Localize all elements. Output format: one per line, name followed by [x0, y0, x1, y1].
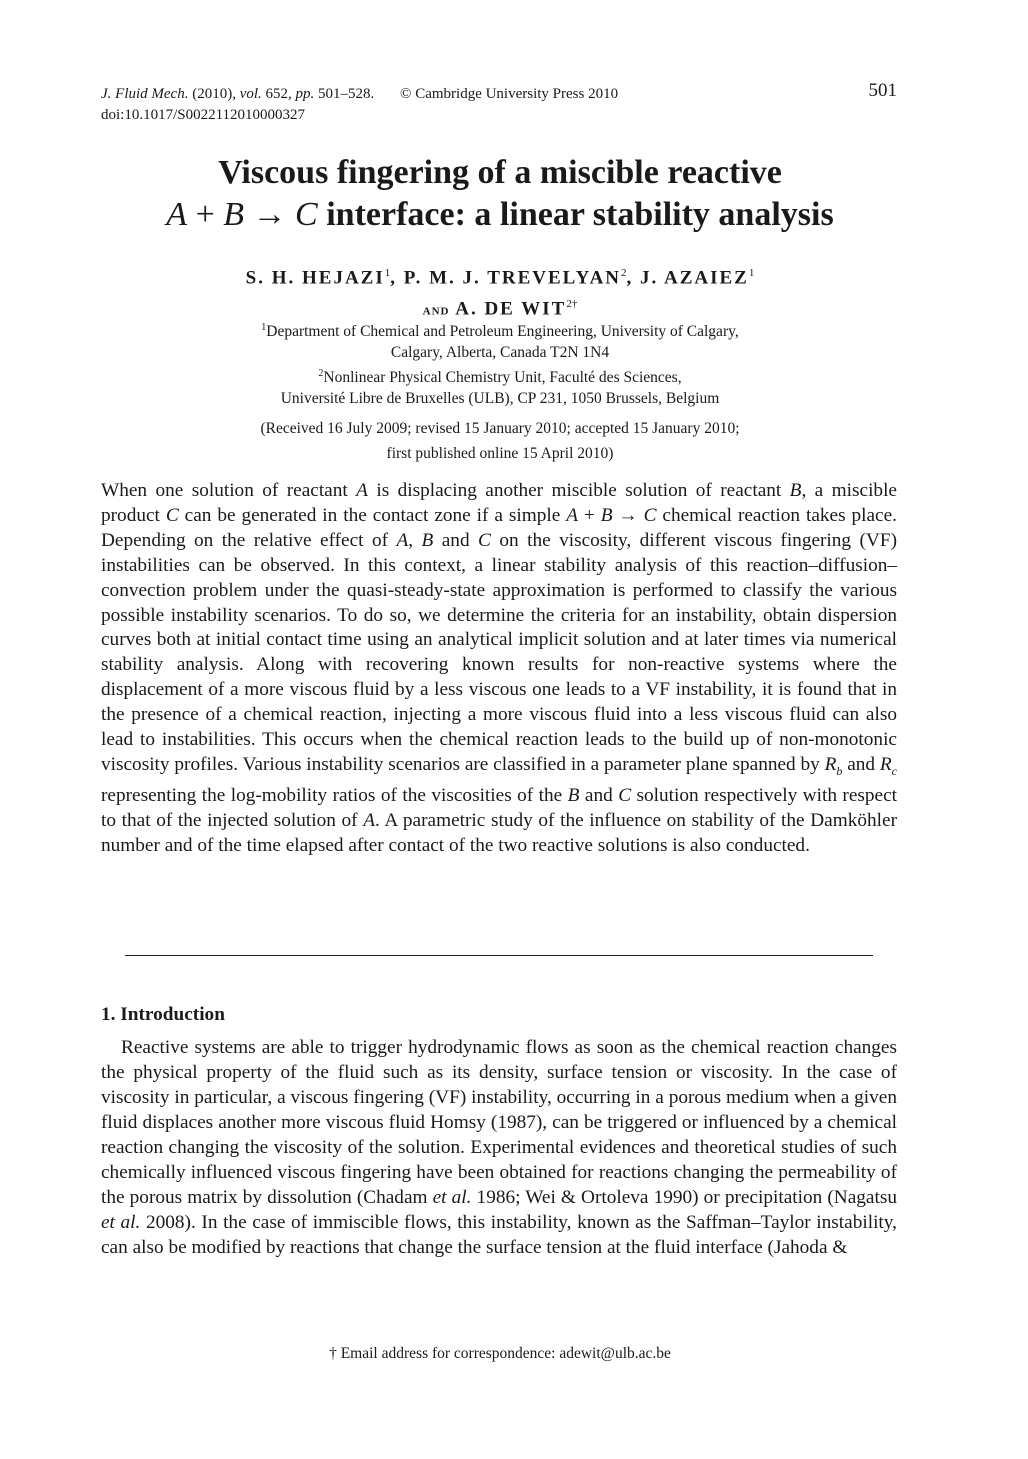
- abstract-subscript: c: [891, 763, 897, 778]
- author-1-affil: 1: [384, 267, 391, 279]
- abstract-subscript: b: [836, 763, 843, 778]
- author-separator: ,: [626, 267, 641, 289]
- abstract-text: can be generated in the contact zone if a simple: [178, 504, 567, 526]
- abstract-symbol: A: [363, 809, 376, 831]
- title-symbol-b: B: [223, 196, 245, 233]
- section-heading: 1. Introduction: [101, 1004, 225, 1025]
- abstract-text: When one solution of reactant: [101, 480, 357, 501]
- author-4-affil: 2†: [566, 298, 578, 311]
- author-and: and: [422, 301, 450, 319]
- abstract-symbol: C: [643, 504, 657, 526]
- journal-name: J. Fluid Mech.: [101, 86, 189, 102]
- abstract-symbol: A: [566, 504, 578, 526]
- copyright-icon: ©: [400, 86, 412, 102]
- abstract-text: solution respectively with respect to that of the injected solution of: [101, 784, 897, 831]
- abstract-symbol: R: [879, 753, 892, 775]
- copyright-text: Cambridge University Press 2010: [415, 86, 619, 102]
- affiliation-1-line-2: Calgary, Alberta, Canada T2N 1N4: [390, 344, 610, 362]
- affiliation-2-mark: 2: [318, 368, 324, 380]
- abstract-symbol: C: [165, 504, 179, 526]
- received-line-1: (Received 16 July 2009; revised 15 January 2010; accepted 15 January 2010;: [260, 420, 740, 437]
- affiliation-2-line-1: Nonlinear Physical Chemistry Unit, Faculté des Sciences,: [323, 369, 682, 387]
- author-2: P. M. J. TREVELYAN: [403, 267, 622, 289]
- copyright-notice: [400, 86, 618, 102]
- abstract-symbol: B: [600, 504, 613, 526]
- page-number: 501: [868, 80, 897, 101]
- authors-line-1: [0, 260, 1000, 291]
- author-separator: ,: [390, 267, 404, 289]
- pages-label: pp.: [295, 86, 315, 102]
- paper-title: [0, 152, 1000, 236]
- abstract-text: and: [579, 784, 619, 806]
- abstract-text: and: [842, 753, 880, 775]
- intro-citation-etal: et al.: [101, 1212, 141, 1233]
- title-line-2-text: interface: a linear stability analysis: [326, 196, 834, 233]
- abstract-text: representing the log-mobility ratios of the viscosities of the: [101, 784, 568, 806]
- correspondence-footnote: † Email address for correspondence: adewit@ulb.ac.be: [329, 1345, 671, 1362]
- page-range: 501–528.: [318, 86, 375, 102]
- journal-year: (2010),: [192, 86, 236, 102]
- title-plus: +: [195, 196, 215, 233]
- intro-citation-etal: et al.: [432, 1187, 472, 1208]
- abstract: [101, 479, 897, 858]
- author-3: J. AZAIEZ: [640, 267, 749, 289]
- volume-number: 652,: [265, 86, 292, 102]
- introduction-paragraph: [101, 1035, 897, 1260]
- abstract-text: , a miscible product: [101, 480, 897, 526]
- author-2-affil: 2: [621, 267, 627, 279]
- author-list: [0, 260, 1000, 324]
- intro-text: 1986; Wei & Ortoleva 1990) or precipitation (Nagatsu: [471, 1187, 897, 1208]
- abstract-symbol: C: [478, 529, 491, 551]
- author-1: S. H. HEJAZI: [245, 267, 385, 289]
- volume-label: vol.: [239, 86, 262, 102]
- abstract-text: ,: [408, 529, 422, 551]
- doi: doi:10.1017/S0022112010000327: [101, 107, 306, 123]
- citation-line: [101, 84, 618, 105]
- abstract-operator: +: [577, 504, 601, 526]
- abstract-text: is displacing another miscible solution of reactant: [367, 480, 790, 501]
- title-line-2: [0, 194, 1000, 236]
- abstract-text: . A parametric study of the influence on stability of the Damköhler number and of the time elapsed after contact of the two reactive solutions is also conducted.: [101, 809, 897, 856]
- abstract-symbol: B: [789, 480, 802, 501]
- abstract-symbol: R: [824, 753, 837, 775]
- affiliation-1-mark: 1: [261, 322, 267, 333]
- abstract-symbol: C: [618, 784, 632, 806]
- affiliation-2-line-2: Université Libre de Bruxelles (ULB), CP 231, 1050 Brussels, Belgium: [280, 390, 720, 408]
- affiliation-1: [0, 317, 1000, 342]
- intro-text: Reactive systems are able to trigger hydrodynamic flows as soon as the chemical reaction changes the physical property of the fluid such as its density, surface tension or viscosity. In the case of viscosity in particular, a viscous fingering (VF) instability, occurring in a porous medium when a given fluid displaces another more viscous fluid Homsy (1987), can be triggered or influenced by a chemical reaction changing the viscosity of the solution. Experimental evidences and theoretical studies of such chemically influenced viscous fingering have been obtained for reactions changing the permeability of the porous matrix by dissolution (Chadam: [101, 1037, 897, 1208]
- title-line-1: Viscous fingering of a miscible reactive: [218, 154, 782, 191]
- affiliations: [0, 317, 1000, 409]
- abstract-text: and: [433, 529, 479, 551]
- abstract-divider: [125, 955, 873, 956]
- affiliation-2: [0, 363, 1000, 388]
- abstract-operator: →: [612, 504, 644, 526]
- title-symbol-a: A: [166, 196, 188, 233]
- title-symbol-c: C: [295, 196, 318, 233]
- abstract-symbol: A: [396, 529, 409, 551]
- intro-text: 2008). In the case of immiscible flows, this instability, known as the Saffman–Taylor instability, can also be modified by reactions that change the surface tension at the fluid interface (Jahoda &: [101, 1212, 897, 1258]
- abstract-symbol: B: [421, 529, 434, 551]
- author-4: A. DE WIT: [455, 298, 567, 320]
- received-dates: [0, 416, 1000, 466]
- affiliation-1-line-1: Department of Chemical and Petroleum Engineering, University of Calgary,: [266, 323, 739, 341]
- abstract-symbol: B: [567, 784, 580, 806]
- abstract-text: on the viscosity, different viscous fingering (VF) instabilities can be observed. In this context, a linear stability analysis of this reaction–diffusion–convection problem under the quasi-steady-state approximation is performed to classify the various possible instability scenarios. To do so, we determine the criteria for an instability, obtain dispersion curves both at initial contact time using an analytical implicit solution and at later times via numerical stability analysis. Along with recovering known results for non-reactive systems where the displacement of a more viscous fluid by a less viscous one leads to a VF instability, it is found that in the presence of a chemical reaction, injecting a more viscous fluid into a less viscous fluid can also lead to instabilities. This occurs when the chemical reaction leads to the build up of non-monotonic viscosity profiles. Various instability scenarios are classified in a parameter plane spanned by: [101, 529, 898, 775]
- received-line-2: first published online 15 April 2010): [386, 445, 614, 462]
- title-arrow: →: [252, 196, 287, 233]
- abstract-text: chemical reaction takes place. Depending on the relative effect of: [101, 504, 897, 551]
- author-3-affil: 1: [748, 267, 755, 279]
- abstract-symbol: A: [356, 480, 368, 501]
- journal-header: [101, 84, 618, 126]
